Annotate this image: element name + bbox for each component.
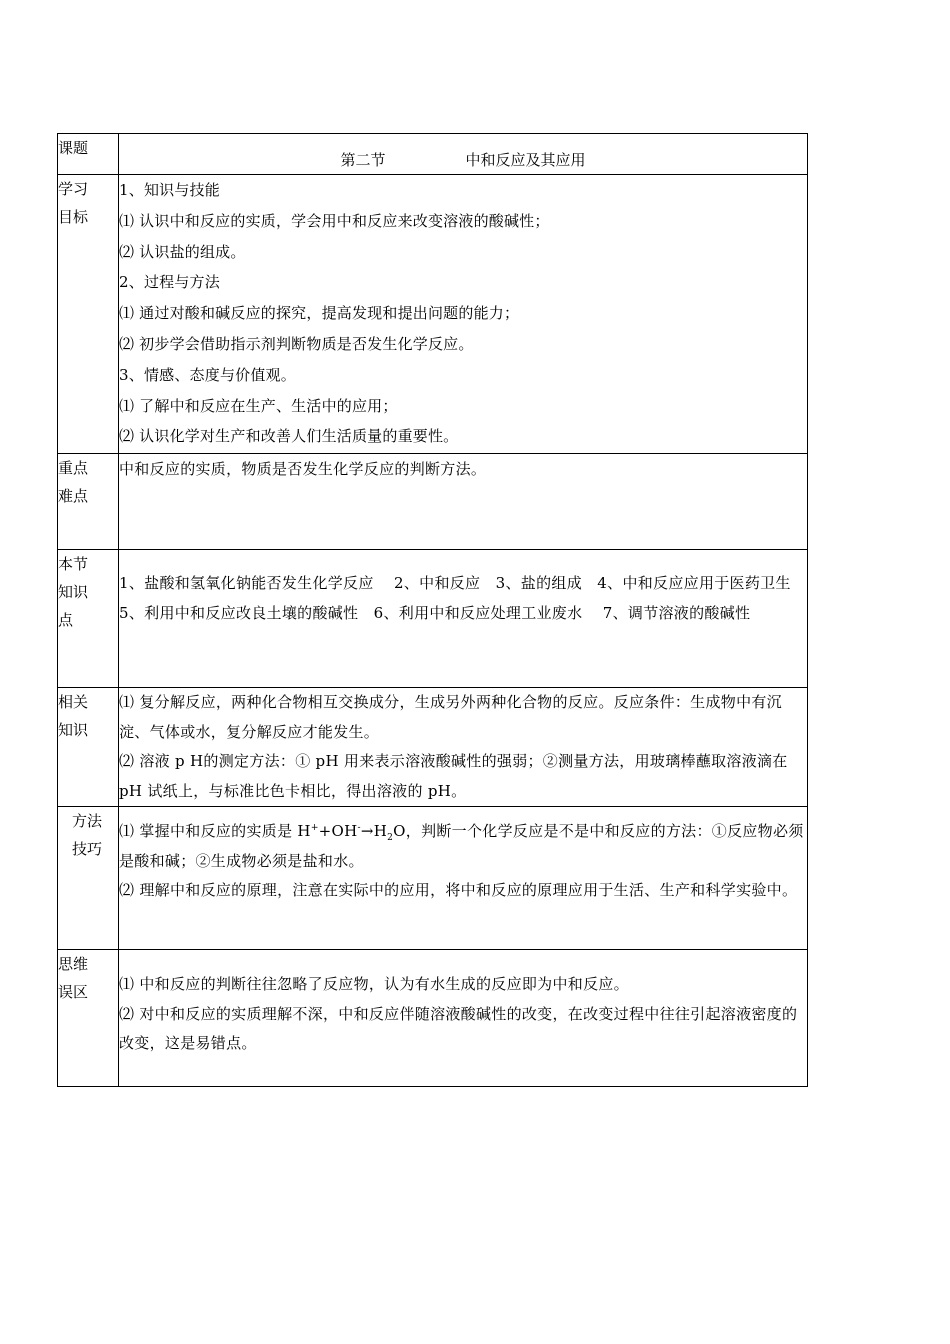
reaction-arrow-icon: → — [360, 822, 374, 840]
mistakes-content-cell — [119, 950, 808, 1087]
goal-line: 3、情感、态度与价值观。 — [119, 365, 296, 384]
method-paragraph-1 — [119, 807, 807, 876]
method-label-2: 技巧 — [72, 840, 103, 858]
lesson-title — [119, 134, 807, 174]
method-text-start: ⑴ 掌握中和反应的实质是 H — [119, 822, 311, 840]
mistakes-label-cell — [58, 950, 119, 1087]
water-subscript: 2 — [387, 833, 394, 843]
related-paragraph-2: ⑵ 溶液 p H的测定方法：① pH 用来表示溶液酸碱性的强弱；②测量方法，用玻璃棒蘸取溶液滴在 pH 试纸上，与标准比色卡相比，得出溶液的 pH。 — [119, 752, 788, 800]
title-label-cell — [58, 134, 119, 175]
goal-line: ⑵ 认识盐的组成。 — [119, 242, 246, 261]
goal-line: ⑴ 通过对酸和碱反应的探究，提高发现和提出问题的能力； — [119, 304, 520, 323]
knowledge-content-cell — [119, 550, 812, 688]
hydroxide-charge: - — [357, 823, 361, 833]
row-method — [58, 807, 808, 950]
mistakes-label-1: 思维 — [58, 955, 89, 973]
knowledge-points-text: 1、盐酸和氢氧化钠能否发生化学反应 2、中和反应 3、盐的组成 4、中和反应应用于医药卫生 5、利用中和反应改良土壤的酸碱性 6、利用中和反应处理工业废水 7、调节溶液的酸碱性 — [119, 574, 812, 622]
goals-label-cell — [58, 175, 119, 454]
key-points-text: 中和反应的实质，物质是否发生化学反应的判断方法。 — [119, 460, 487, 478]
related-content-cell — [119, 688, 808, 807]
row-related-knowledge — [58, 688, 808, 807]
goal-line: 2、过程与方法 — [119, 273, 220, 292]
title-label: 课题 — [58, 139, 89, 157]
hydroxide-text: +OH — [318, 822, 358, 840]
row-goals — [58, 175, 808, 454]
hydrogen-ion-charge: + — [310, 823, 319, 833]
method-label-cell — [58, 807, 119, 950]
method-label-1: 方法 — [72, 812, 103, 830]
knowledge-label-cell — [58, 550, 119, 688]
row-title — [58, 134, 808, 175]
goal-line: ⑵ 认识化学对生产和改善人们生活质量的重要性。 — [119, 427, 459, 446]
related-paragraph-1: ⑴ 复分解反应，两种化合物相互交换成分，生成另外两种化合物的反应。反应条件：生成物中有沉淀、气体或水，复分解反应才能发生。 — [119, 693, 782, 741]
knowledge-label-3: 点 — [58, 611, 74, 629]
related-label-1: 相关 — [58, 693, 89, 711]
goal-line: ⑴ 认识中和反应的实质，学会用中和反应来改变溶液的酸碱性； — [119, 211, 550, 230]
title-content-cell — [119, 134, 808, 175]
knowledge-label-1: 本节 — [58, 555, 89, 573]
method-paragraph-2: ⑵ 理解中和反应的原理，注意在实际中的应用，将中和反应的原理应用于生活、生产和科学实验中。 — [119, 881, 798, 899]
related-label-cell — [58, 688, 119, 807]
mistakes-label-2: 误区 — [58, 983, 89, 1001]
method-content-cell — [119, 807, 808, 950]
lesson-name: 中和反应及其应用 — [465, 151, 586, 169]
method-text-end: O，判断一个化学反应是不是中和反应的方法：①反应物必须是酸和碱；②生成物必须是盐和水。 — [119, 822, 804, 870]
row-mistakes — [58, 950, 808, 1087]
goals-label-2: 目标 — [58, 208, 89, 226]
knowledge-label-2: 知识 — [58, 583, 89, 601]
key-points-label-2: 难点 — [58, 487, 89, 505]
goal-line: 1、知识与技能 — [119, 181, 220, 199]
goals-label-1: 学习 — [58, 180, 89, 198]
key-points-label-cell — [58, 454, 119, 550]
key-points-label-1: 重点 — [58, 459, 89, 477]
mistakes-paragraph-2: ⑵ 对中和反应的实质理解不深，中和反应伴随溶液酸碱性的改变，在改变过程中往往引起溶液密度的改变，这是易错点。 — [119, 1004, 798, 1052]
row-key-points — [58, 454, 808, 550]
row-knowledge-points — [58, 550, 808, 688]
goals-content-cell — [119, 175, 808, 454]
related-label-2: 知识 — [58, 721, 89, 739]
key-points-content-cell — [119, 454, 808, 550]
lesson-plan-table — [57, 133, 812, 1087]
water-h-text: H — [373, 822, 388, 840]
mistakes-paragraph-1: ⑴ 中和反应的判断往往忽略了反应物，认为有水生成的反应即为中和反应。 — [119, 975, 629, 993]
goal-line: ⑴ 了解中和反应在生产、生活中的应用； — [119, 396, 398, 415]
goal-line: ⑵ 初步学会借助指示剂判断物质是否发生化学反应。 — [119, 334, 474, 353]
lesson-section: 第二节 — [340, 151, 386, 169]
